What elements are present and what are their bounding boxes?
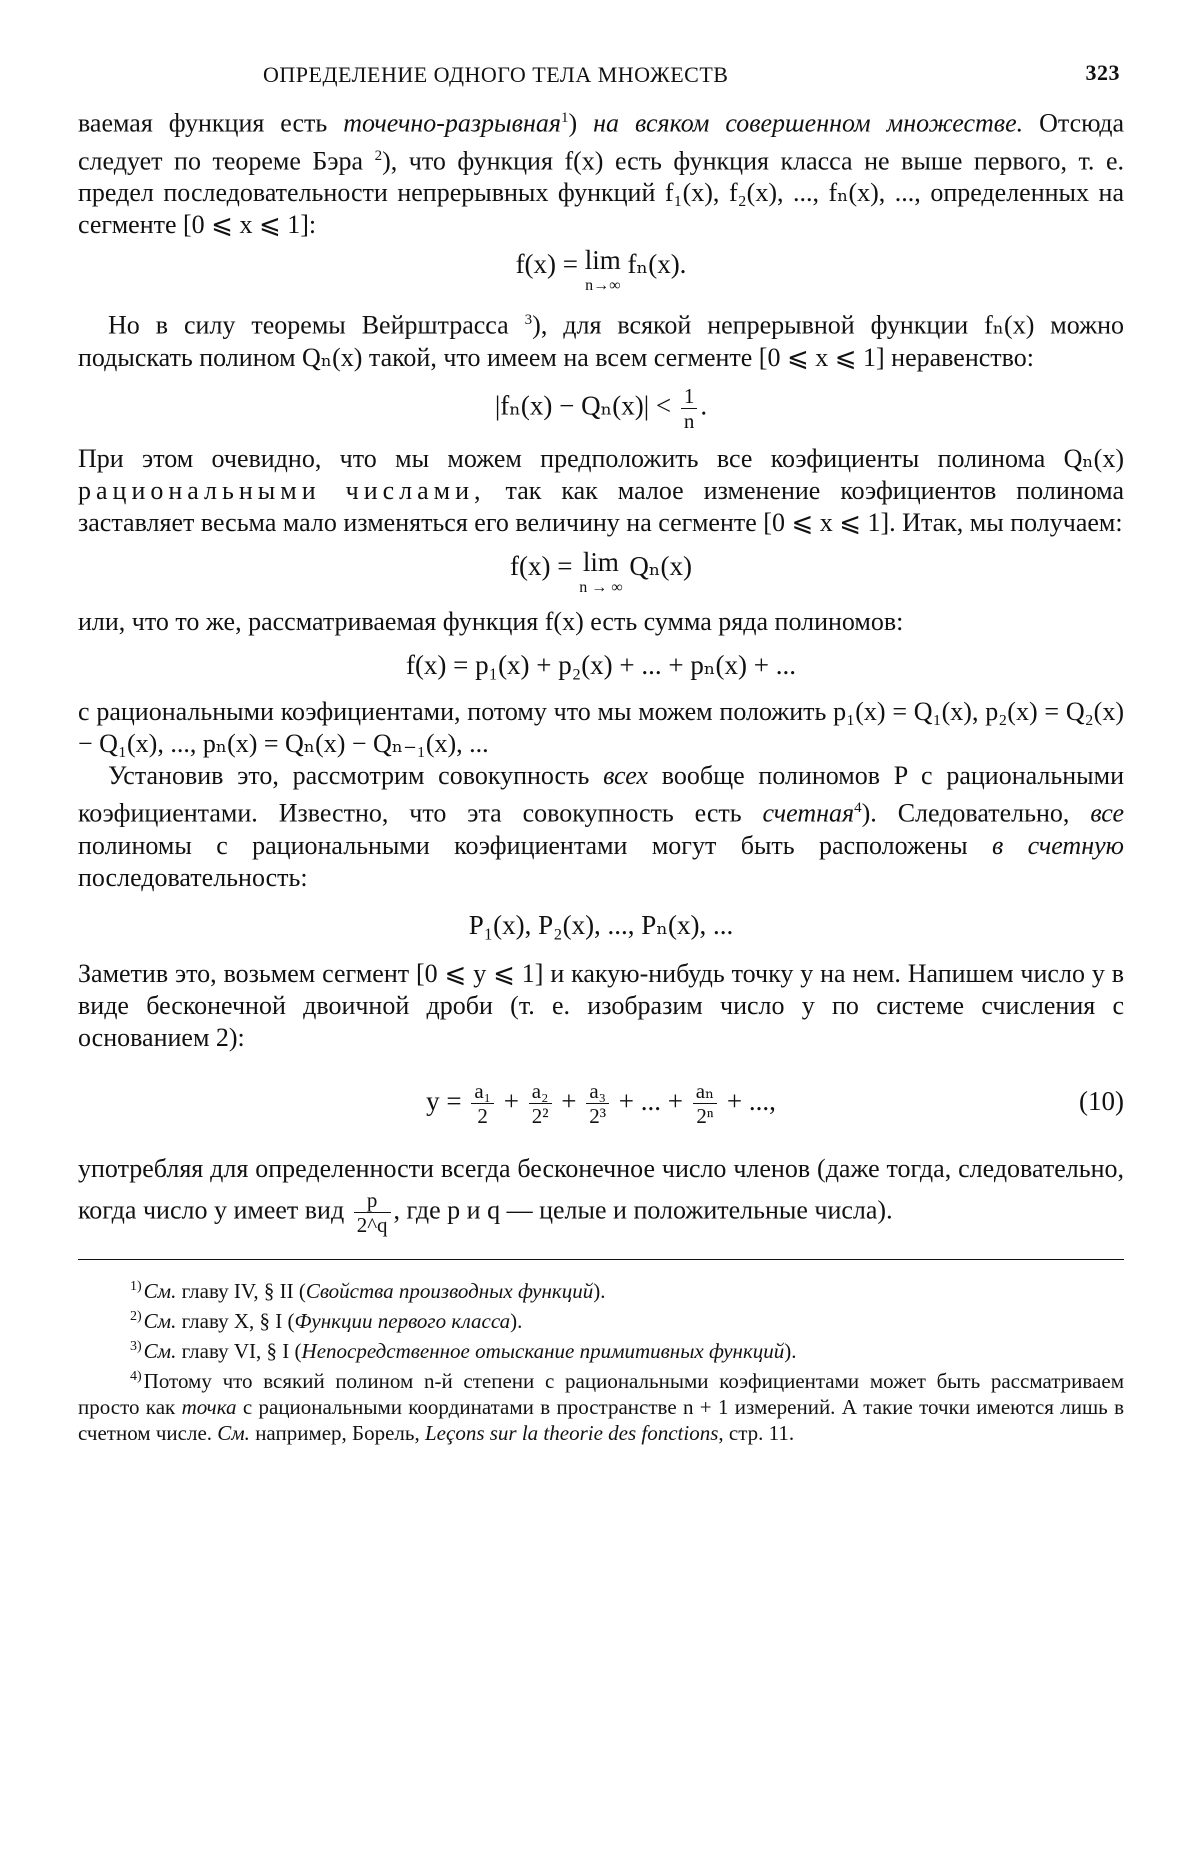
fraction: $\frac{1}{n}$ xyxy=(681,384,698,433)
paragraph-8: употребляя для определенности всегда бесконечное число членов (даже тогда, следовательно, когда число y имеет вид $\frac{p}{2\^{}q}$ , где p и q — целые и положительные числа). xyxy=(78,1153,1124,1237)
paragraph-3: При этом очевидно, что мы можем предположить все коэфициенты полинома Qₙ(x) рациональными числами, так как малое изменение коэфициентов полинома заставляет весьма мало изменяться его величину на сегменте [0 ⩽ x ⩽ 1]. Итак, мы получаем: xyxy=(78,443,1124,537)
footnote-2: $^{2)}$См. главу X, § I (Функции первого класса). xyxy=(130,1308,523,1333)
paragraph-7: Заметив это, возьмем сегмент [0 ⩽ y ⩽ 1] и какую-нибудь точку y на нем. Напишем число y в виде бесконечной двоичной дроби (т. е. изобразим число y по системе счисления с основанием 2): xyxy=(78,958,1124,1052)
footnote-ref[interactable]: 1 xyxy=(560,110,569,126)
paragraph-6: Установив это, рассмотрим совокупность всех вообще полиномов P с рациональными коэфициентами. Известно, что эта совокупность есть счетная$^4$). Следовательно, все полиномы с рациональными коэфициентами могут быть расположены в счетную последовательность: xyxy=(78,760,1124,892)
paragraph-1: ваемая функция есть точечно-разрывная$^1$) на всяком совершенном множестве. Отсюда следует по теореме Бэра $^2$), что функция f(x) есть функция класса не выше первого, т. е. предел последовательности непрерывных функций f₁(x), f₂(x), ..., fₙ(x), ..., определенных на сегменте [0 ⩽ x ⩽ 1]: xyxy=(78,108,1124,240)
equation-series: f(x) = p₁(x) + p₂(x) + ... + pₙ(x) + ... xyxy=(405,649,797,680)
emphasis: все xyxy=(1090,798,1124,828)
paragraph-4: или, что то же, рассматриваемая функция f(x) есть сумма ряда полиномов: xyxy=(78,606,904,636)
footnote-ref[interactable]: 3 xyxy=(524,312,533,329)
paragraph-2: Но в силу теоремы Вейрштрасса $^3$), для всякой непрерывной функции fₙ(x) можно подыскать полином Qₙ(x) такой, что имеем на всем сегменте [0 ⩽ x ⩽ 1] неравенство: xyxy=(78,310,1124,372)
limit-operator: lim n→∞ xyxy=(584,245,621,295)
fraction: $\frac{\text{a₁}}{2}$ xyxy=(471,1079,494,1128)
emphasis: в счетную xyxy=(991,830,1124,860)
equation-limit-fn: f(x) = lim n→∞ fₙ(x). xyxy=(515,245,687,295)
spaced-emphasis: рациональными числами, xyxy=(78,475,486,505)
emphasis: на всяком совершенном множестве. xyxy=(593,108,1024,138)
book-page xyxy=(78,56,1124,1446)
emphasis: всех xyxy=(603,760,648,790)
footnote-ref[interactable]: 4 xyxy=(854,799,862,816)
equation-binary-expansion: y = $\frac{\text{a₁}}{2}$ + $\frac{\text{a₂}}{\text{2²}}$ + $\frac{\text{a₃}}{\text{2³}}$ + ... + $\frac{\text{aₙ}}{\text{2ⁿ}}$ + ..., (10) xyxy=(78,1066,1124,1136)
fraction: $\frac{\text{a₂}}{\text{2²}}$ xyxy=(529,1079,552,1128)
equation-polynomial-sequence: P₁(x), P₂(x), ..., Pₙ(x), ... xyxy=(468,909,734,940)
footnote-3: $^{3)}$См. главу VI, § I (Непосредственное отыскание примитивных функций). xyxy=(130,1338,797,1363)
footnote-separator xyxy=(78,1259,1124,1260)
fraction: $\frac{p}{2\^{}q}$ xyxy=(354,1188,391,1237)
page-number: 323 xyxy=(1085,60,1120,85)
equation-number: (10) xyxy=(1079,1085,1124,1116)
footnote-4: $^{4)}$Потому что всякий полином n-й степени с рациональными коэфициентами может быть рассматриваем просто как точка с рациональными координатами в пространстве n + 1 измерений. А такие точки имеются лишь в счетном числе. См. например, Борель, Leçons sur la theorie des fonctions, стр. 11. xyxy=(78,1368,1125,1445)
running-title: ОПРЕДЕЛЕНИЕ ОДНОГО ТЕЛА МНОЖЕСТВ xyxy=(263,62,729,87)
running-header xyxy=(78,56,1124,96)
emphasis: точечно-разрывная xyxy=(343,108,561,138)
footnote-1: $^{1)}$См. главу IV, § II (Свойства производных функций). xyxy=(130,1278,606,1303)
limit-operator: lim n → ∞ xyxy=(579,546,623,596)
fraction: $\frac{\text{a₃}}{\text{2³}}$ xyxy=(586,1079,609,1128)
equation-limit-qn: f(x) = lim n → ∞ Qₙ(x) xyxy=(509,546,693,596)
emphasis: счетная xyxy=(762,798,855,828)
equation-inequality: |fₙ(x) − Qₙ(x)| < $\frac{1}{n}$ . xyxy=(494,383,708,433)
paragraph-5: с рациональными коэфициентами, потому что мы можем положить p₁(x) = Q₁(x), p₂(x) = Q₂(x) − Q₁(x), ..., pₙ(x) = Qₙ(x) − Qₙ₋₁(x), ... xyxy=(78,696,1124,758)
fraction: $\frac{\text{aₙ}}{\text{2ⁿ}}$ xyxy=(693,1079,717,1128)
footnote-ref[interactable]: 2 xyxy=(374,147,383,164)
